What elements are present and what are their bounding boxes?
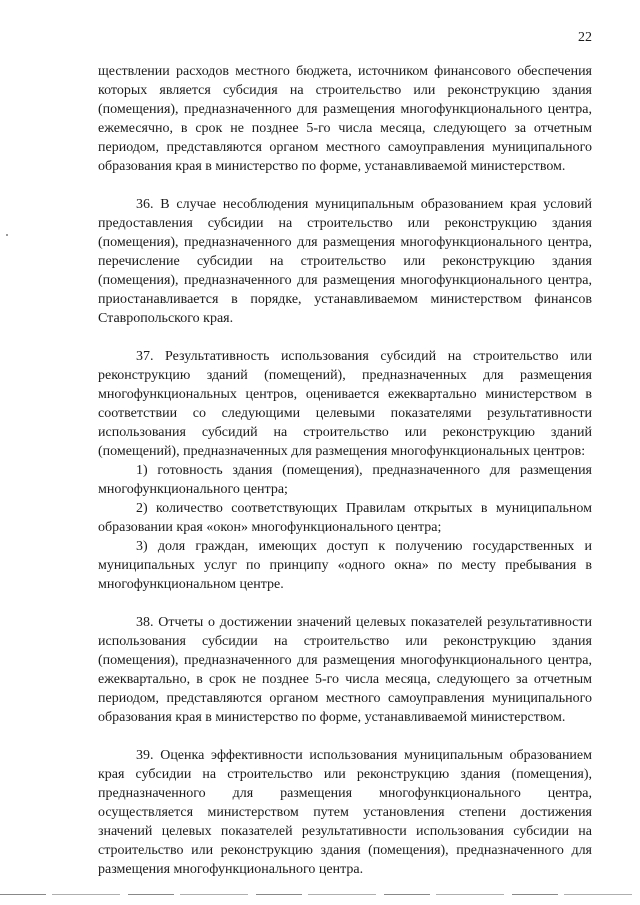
paragraph-36: 36. В случае несоблюдения муниципальным образованием края условий предоставления субсидии на строительство или реконструкцию здания (помещения), предназначенного для размещения многофункционального центра, перечисление субсидии на строительство или реконструкцию здания (помещения), предназначенного для размещения многофункционального центра, приостанавливается в порядке, устанавливаемом министерством финансов Ставропольского края. [98,197,592,326]
paragraph-continued: ществлении расходов местного бюджета, источником финансового обеспечения которых является субсидия на строительство или реконструкцию здания (помещения), предназначенного для размещения многофункционального центра, ежемесячно, в срок не позднее 5-го числа месяца, следующего за отчетным периодом, представляются органом местного самоуправления муниципального образования края в министерство по форме, устанавливаемой министерством. [98,64,592,174]
paragraph-37-item-3: 3) доля граждан, имеющих доступ к получению государственных и муниципальных услуг по принципу «одного окна» по месту пребывания в многофункциональном центре. [98,539,592,592]
paragraph-37-item-1: 1) готовность здания (помещения), предназначенного для размещения многофункционального центра; [98,463,592,497]
scan-artifact [6,234,8,236]
scan-footer-line [0,894,640,895]
paragraph-37-item-2: 2) количество соответствующих Правилам открытых в муниципальном образовании края «окон» многофункционального центра; [98,501,592,535]
page-number: 22 [578,30,592,45]
paragraph-37: 37. Результативность использования субсидий на строительство или реконструкцию зданий (помещений), предназначенных для размещения многофункциональных центров, оценивается ежеквартально министерством в соответствии со следующими целевыми показателями результативности использования субсидий на строительство или реконструкцию зданий (помещений), предназначенных для размещения многофункциональных центров: [98,349,592,459]
document-body [98,62,592,879]
paragraph-38: 38. Отчеты о достижении значений целевых показателей результативности использования субсидии на строительство или реконструкцию здания (помещения), предназначенного для размещения многофункционального центра, ежеквартально, в срок не позднее 5-го числа месяца, следующего за отчетным периодом, представляются органом местного самоуправления муниципального образования края в министерство по форме, устанавливаемой министерством. [98,615,592,725]
paragraph-39: 39. Оценка эффективности использования муниципальным образованием края субсидии на строительство или реконструкцию здания (помещения), предназначенного для размещения многофункционального центра, осуществляется министерством путем установления степени достижения значений целевых показателей результативности использования субсидии на строительство или реконструкцию здания (помещения), предназначенного для размещения многофункционального центра. [98,748,592,877]
